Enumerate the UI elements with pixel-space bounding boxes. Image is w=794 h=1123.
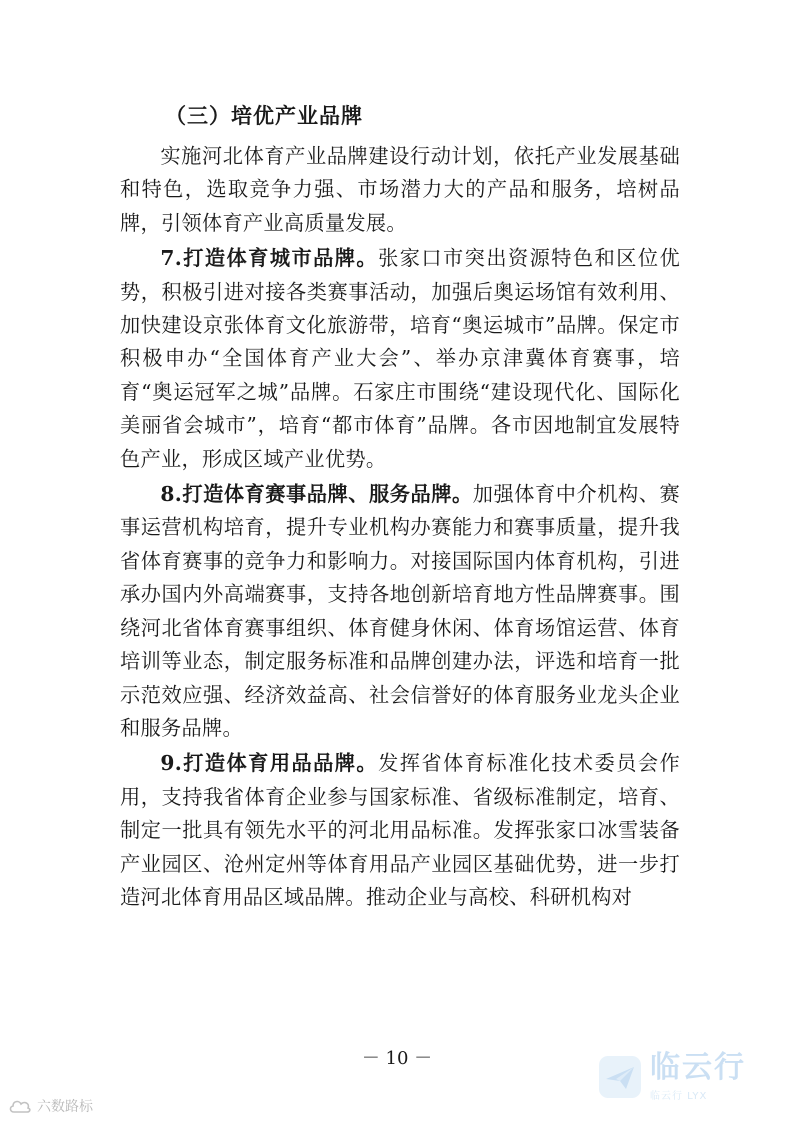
body-text [120, 140, 680, 916]
watermark-right-sub: 临云行 LYX [650, 1091, 708, 1102]
watermark-left-name: 六数路标 [37, 1099, 93, 1115]
watermark-left [8, 1094, 93, 1118]
page-number: － 10 － [361, 1048, 433, 1069]
cloud-logo-icon [8, 1096, 32, 1116]
paper-plane-icon [598, 1055, 642, 1099]
item-lead-9: 9.打造体育用品品牌。 [160, 751, 379, 776]
item-paragraph-9 [120, 747, 680, 914]
watermark-right [598, 1042, 788, 1112]
section-heading: （三）培优产业品牌 [165, 103, 363, 128]
item-paragraph-7 [120, 242, 680, 476]
item-text-8: 加强体育中介机构、赛事运营机构培育，提升专业机构办赛能力和赛事质量，提升我省体育赛事的竞争力和影响力。对接国际国内体育机构，引进承办国内外高端赛事，支持各地创新培育地方性品牌赛事。围绕河北省体育赛事组织、体育健身休闲、体育场馆运营、体育培训等业态，制定服务标准和品牌创建办法，评选和培育一批示范效应强、经济效益高、社会信誉好的体育服务业龙头企业和服务品牌。 [120, 482, 680, 740]
item-text-9: 发挥省体育标准化技术委员会作用，支持我省体育企业参与国家标准、省级标准制定，培育、制定一批具有领先水平的河北用品标准。发挥张家口冰雪装备产业园区、沧州定州等体育用品产业园区基础优势，进一步打造河北体育用品区域品牌。推动企业与高校、科研机构对 [120, 751, 680, 909]
item-text-7: 张家口市突出资源特色和区位优势，积极引进对接各类赛事活动，加强后奥运场馆有效利用、加快建设京张体育文化旅游带，培育“奥运城市”品牌。保定市积极申办“全国体育产业大会”、举办京津冀体育赛事，培育“奥运冠军之城”品牌。石家庄市围绕“建设现代化、国际化美丽省会城市”，培育“都市体育”品牌。各市因地制宜发展特色产业，形成区域产业优势。 [120, 246, 680, 471]
item-lead-7: 7.打造体育城市品牌。 [160, 246, 379, 271]
item-lead-8: 8.打造体育赛事品牌、服务品牌。 [160, 482, 473, 507]
intro-paragraph: 实施河北体育产业品牌建设行动计划，依托产业发展基础和特色，选取竞争力强、市场潜力大的产品和服务，培树品牌，引领体育产业高质量发展。 [120, 144, 680, 235]
watermark-right-name: 临云行 [650, 1050, 746, 1085]
item-paragraph-8 [120, 478, 680, 745]
